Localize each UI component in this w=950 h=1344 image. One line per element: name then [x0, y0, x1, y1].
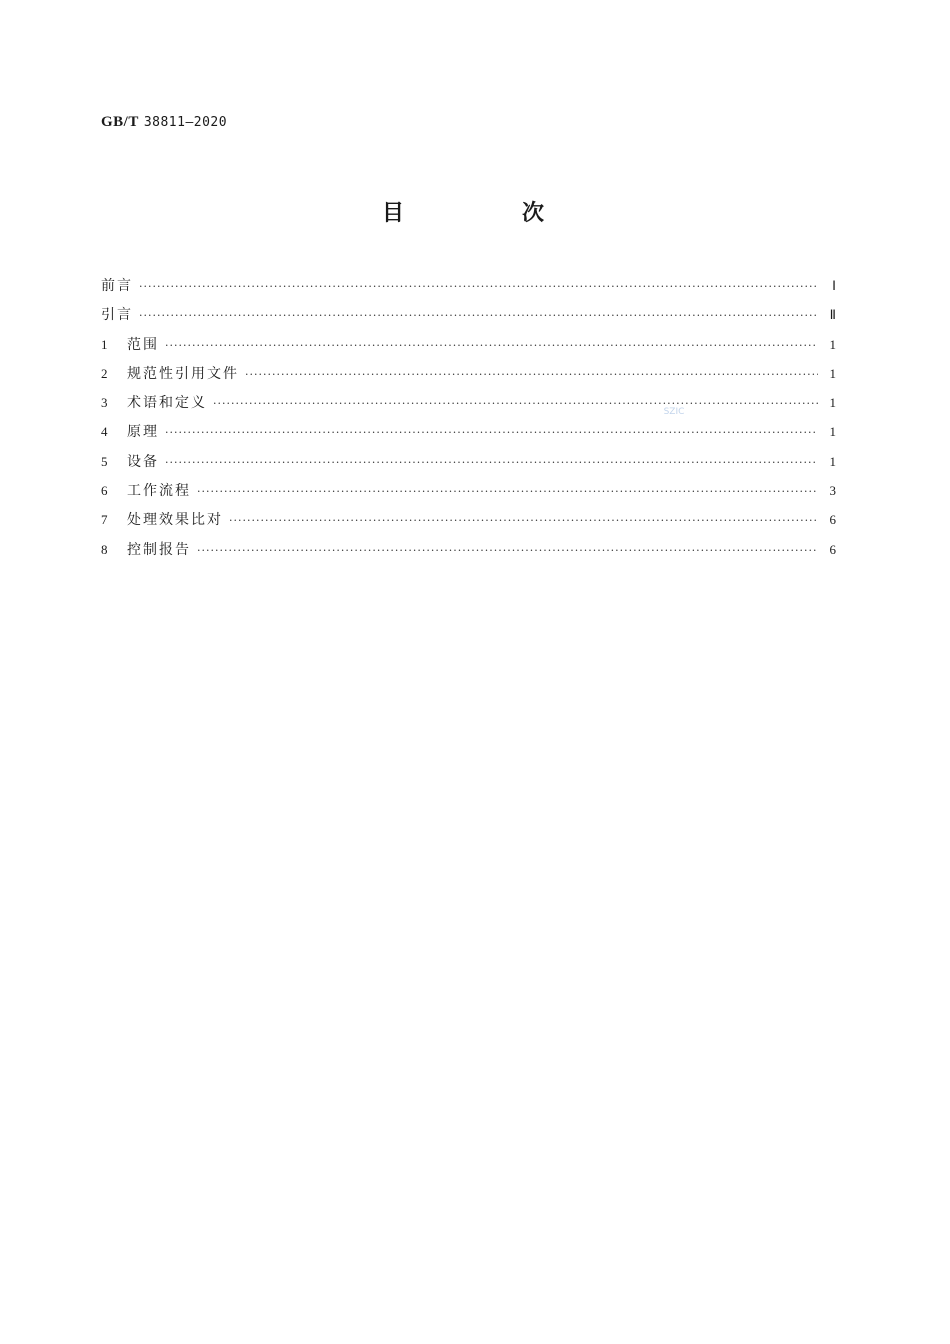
toc-leader-dots — [213, 389, 818, 418]
toc-item-number: 2 — [101, 365, 108, 381]
toc-item-number: 5 — [101, 453, 108, 469]
toc-leader-dots — [139, 301, 818, 330]
toc-item-equipment[interactable] — [101, 447, 836, 476]
toc-item-control-report[interactable] — [101, 535, 836, 564]
toc-leader-dots — [245, 360, 818, 389]
toc-item-introduction[interactable] — [101, 300, 836, 329]
toc-item-page: 3 — [829, 483, 836, 499]
toc-item-number: 3 — [101, 395, 108, 411]
toc-item-label: 范围 — [127, 336, 159, 353]
toc-leader-dots — [197, 536, 818, 565]
toc-leader-dots — [229, 506, 818, 535]
toc-item-label: 设备 — [127, 453, 159, 470]
toc-item-label: 引言 — [101, 307, 133, 324]
toc-item-page: 6 — [829, 541, 836, 557]
toc-leader-dots — [165, 331, 818, 360]
toc-item-terms-definitions[interactable] — [101, 388, 836, 417]
standard-number: 38811—2020 — [143, 115, 228, 130]
toc-item-number: 6 — [101, 483, 108, 499]
toc-item-label: 术语和定义 — [127, 395, 207, 412]
toc-leader-dots — [197, 477, 818, 506]
toc-item-page: Ⅱ — [829, 307, 836, 323]
toc-item-normative-references[interactable] — [101, 359, 836, 388]
toc-item-label: 控制报告 — [127, 541, 191, 558]
toc-item-label: 前言 — [101, 278, 133, 294]
toc-item-page: 1 — [829, 365, 836, 381]
toc-item-page: 1 — [829, 395, 836, 411]
toc-item-page: 1 — [829, 336, 836, 352]
toc-item-treatment-comparison[interactable] — [101, 505, 836, 534]
toc-item-number: 4 — [101, 424, 108, 440]
toc-leader-dots — [165, 418, 818, 447]
toc-item-principle[interactable] — [101, 417, 836, 446]
toc-item-page: 1 — [829, 453, 836, 469]
toc-leader-dots — [139, 272, 818, 301]
toc-item-scope[interactable] — [101, 330, 836, 359]
toc-item-page: 1 — [829, 424, 836, 440]
toc-item-label: 处理效果比对 — [127, 512, 223, 529]
standard-prefix: GB/T — [101, 114, 139, 130]
toc-leader-dots — [165, 448, 818, 477]
toc-item-label: 工作流程 — [127, 483, 191, 500]
toc-item-number: 1 — [101, 336, 108, 352]
toc-item-page: 6 — [829, 512, 836, 528]
table-of-contents — [101, 271, 836, 564]
toc-item-number: 7 — [101, 512, 108, 528]
toc-item-page: Ⅰ — [832, 278, 836, 293]
toc-item-label: 规范性引用文件 — [127, 365, 239, 382]
watermark-logo: SZIC — [663, 407, 685, 417]
document-code — [101, 114, 227, 131]
toc-item-label: 原理 — [127, 424, 159, 441]
toc-item-workflow[interactable] — [101, 476, 836, 505]
toc-item-number: 8 — [101, 541, 108, 557]
toc-item-foreword[interactable] — [101, 271, 836, 300]
page-title: 目 次 — [381, 201, 592, 226]
